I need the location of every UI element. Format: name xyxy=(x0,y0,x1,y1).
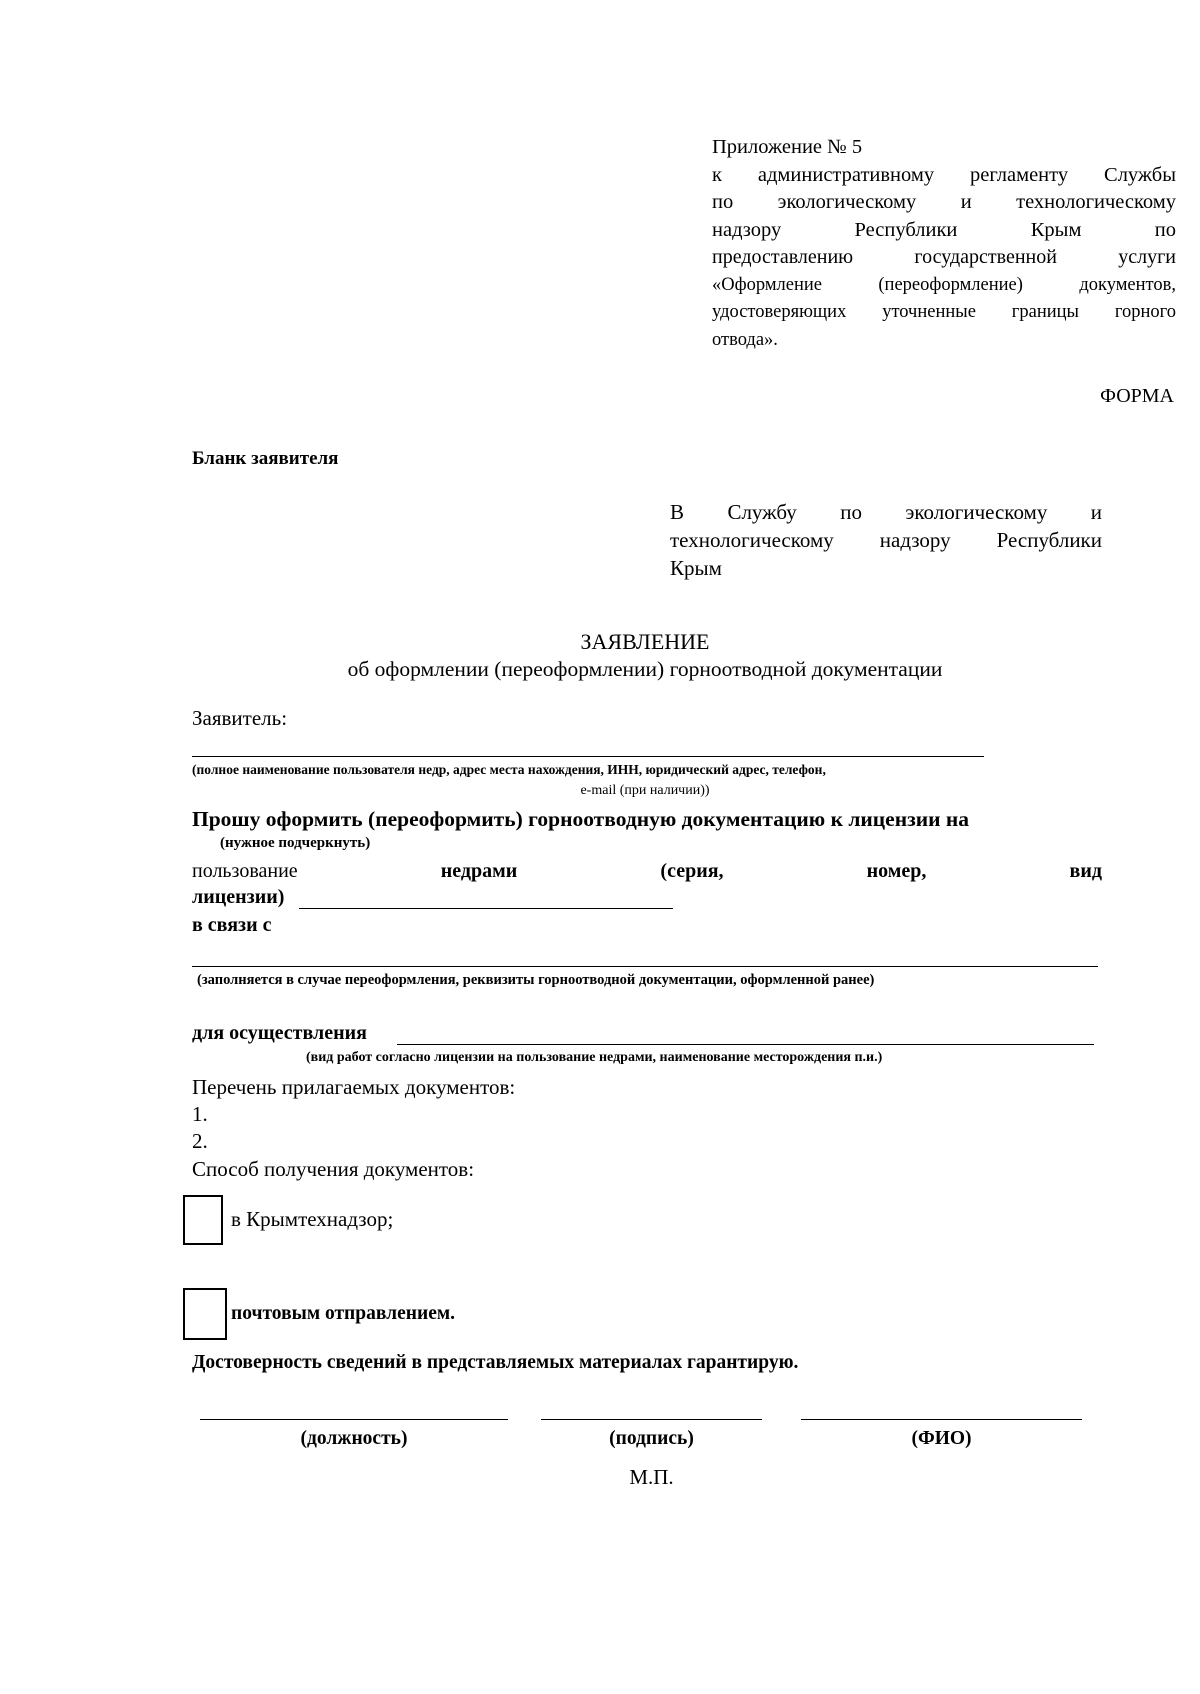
usage-word: вид xyxy=(1069,860,1102,882)
appendix-line: «Оформление (переоформление) документов, xyxy=(712,274,1176,295)
usage-word: пользование xyxy=(192,860,298,882)
signature-caption-full-name: (ФИО) xyxy=(911,1428,972,1449)
documents-label: Перечень прилагаемых документов: xyxy=(192,1075,516,1099)
usage-word: номер, xyxy=(866,860,927,882)
appendix-line: к административному регламенту Службы xyxy=(712,163,1176,186)
appendix-line: надзору Республики Крым по xyxy=(712,218,1176,241)
stamp-label: М.П. xyxy=(629,1465,674,1489)
applicant-label: Заявитель: xyxy=(192,706,288,730)
document-subtitle: об оформлении (переоформлении) горноотводной документации xyxy=(347,657,943,681)
appendix-line: предоставлению государственной услуги xyxy=(712,246,1176,268)
purpose-hint: (вид работ согласно лицензии на пользование недрами, наименование месторождения п.и.) xyxy=(306,1050,883,1065)
receipt-option-label: в Крымтехнадзор; xyxy=(231,1207,394,1231)
connection-input-line[interactable] xyxy=(192,966,1098,967)
purpose-label: для осуществления xyxy=(192,1022,367,1044)
appendix-title: Приложение № 5 xyxy=(712,136,863,158)
document-title: ЗАЯВЛЕНИЕ xyxy=(580,629,710,654)
applicant-hint: (полное наименование пользователя недр, адрес места нахождения, ИНН, юридический адрес, телефон, xyxy=(192,762,826,777)
position-input-line[interactable] xyxy=(200,1419,508,1420)
usage-word: (серия, xyxy=(660,860,724,882)
addressee-block xyxy=(670,498,1102,582)
form-label: ФОРМА xyxy=(1100,385,1174,407)
connection-label: в связи с xyxy=(192,914,272,936)
license-input-line[interactable] xyxy=(299,908,673,909)
receipt-label: Способ получения документов: xyxy=(192,1157,475,1181)
usage-line xyxy=(192,860,1102,883)
appendix-block xyxy=(712,134,1176,354)
addressee-line: В Службу по экологическому и xyxy=(670,500,1102,524)
appendix-line: по экологическому и технологическому xyxy=(712,191,1176,213)
receipt-checkbox-post[interactable] xyxy=(183,1288,227,1340)
document-item: 2. xyxy=(192,1129,208,1153)
appendix-line: удостоверяющих уточненные границы горного xyxy=(712,302,1176,322)
signature-input-line[interactable] xyxy=(541,1419,762,1420)
receipt-option-label: почтовым отправлением. xyxy=(231,1303,456,1324)
license-label: лицензии) xyxy=(192,886,285,908)
applicant-hint-email: e-mail (при наличии)) xyxy=(580,783,710,798)
underline-hint: (нужное подчеркнуть) xyxy=(220,835,371,851)
reissue-hint: (заполняется в случае переоформления, реквизиты горноотводной документации, оформленной ранее) xyxy=(197,972,875,988)
receipt-checkbox-krymtekhnadzor[interactable] xyxy=(183,1195,223,1245)
guarantee-text: Достоверность сведений в представляемых материалах гарантирую. xyxy=(192,1352,799,1373)
signature-caption-position: (должность) xyxy=(300,1428,408,1449)
purpose-input-line[interactable] xyxy=(397,1044,1094,1045)
addressee-last-line: Крым xyxy=(670,556,722,580)
appendix-last-line: отвода». xyxy=(712,329,778,350)
document-item: 1. xyxy=(192,1102,208,1126)
signature-caption-signature: (подпись) xyxy=(609,1428,694,1449)
addressee-line: технологическому надзору Республики xyxy=(670,528,1102,552)
usage-word: недрами xyxy=(440,860,518,882)
request-line: Прошу оформить (переоформить) горноотводную документацию к лицензии на xyxy=(192,807,970,831)
applicant-blank-label: Бланк заявителя xyxy=(192,448,339,469)
applicant-input-line[interactable] xyxy=(192,756,984,757)
full-name-input-line[interactable] xyxy=(801,1419,1082,1420)
